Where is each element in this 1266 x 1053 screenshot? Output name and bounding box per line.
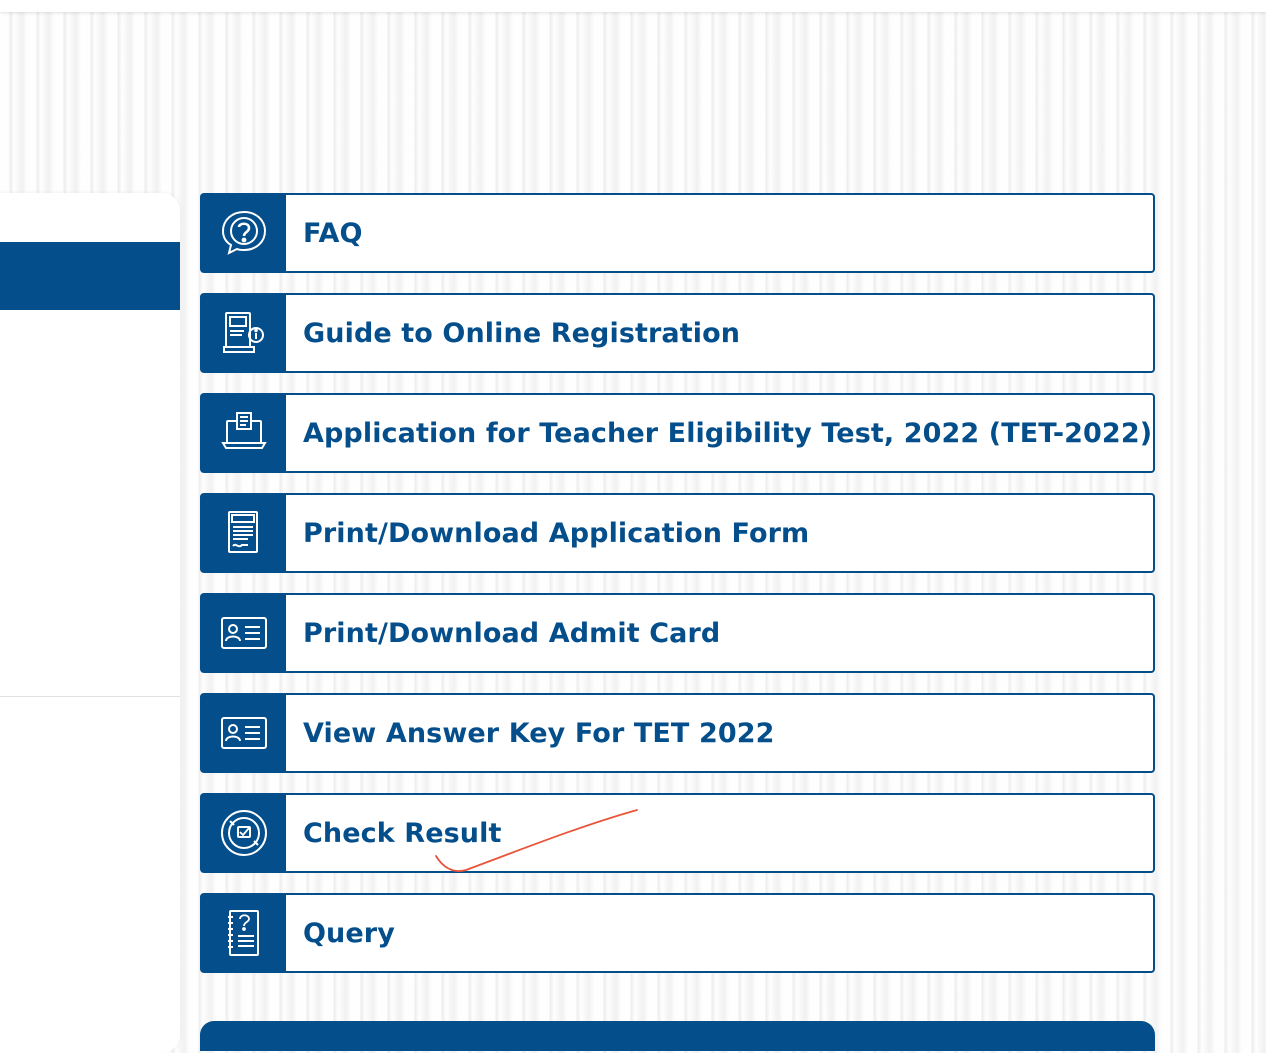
menu-item-label: Print/Download Admit Card [303, 617, 721, 649]
menu-item-print-application-form[interactable] [200, 493, 1155, 573]
sidebar-divider [0, 696, 180, 697]
form-icon [202, 495, 286, 571]
result-icon [202, 795, 286, 871]
guide-icon [202, 295, 286, 371]
menu-item-label: View Answer Key For TET 2022 [303, 717, 775, 749]
menu-item-label: Check Result [303, 817, 502, 849]
application-icon [202, 395, 286, 471]
bottom-banner-bar [200, 1021, 1155, 1051]
menu-item-faq[interactable] [200, 193, 1155, 273]
menu-item-label: Print/Download Application Form [303, 517, 810, 549]
sidebar-active-item[interactable] [0, 242, 180, 310]
id-card-icon [202, 695, 286, 771]
top-header-bar [0, 0, 1266, 12]
menu-item-label: Query [303, 917, 395, 949]
menu-item-label: Application for Teacher Eligibility Test, 2022 (TET-2022) [303, 417, 1153, 449]
faq-icon [202, 195, 286, 271]
menu-item-guide-registration[interactable] [200, 293, 1155, 373]
menu-item-answer-key[interactable] [200, 693, 1155, 773]
menu-item-tet-application[interactable] [200, 393, 1155, 473]
menu-item-label: Guide to Online Registration [303, 317, 741, 349]
menu-item-check-result[interactable] [200, 793, 1155, 873]
left-sidebar-panel [0, 193, 180, 1053]
id-card-icon [202, 595, 286, 671]
menu-item-label: FAQ [303, 217, 363, 249]
menu-item-admit-card[interactable] [200, 593, 1155, 673]
query-notebook-icon [202, 895, 286, 971]
menu-item-query[interactable] [200, 893, 1155, 973]
